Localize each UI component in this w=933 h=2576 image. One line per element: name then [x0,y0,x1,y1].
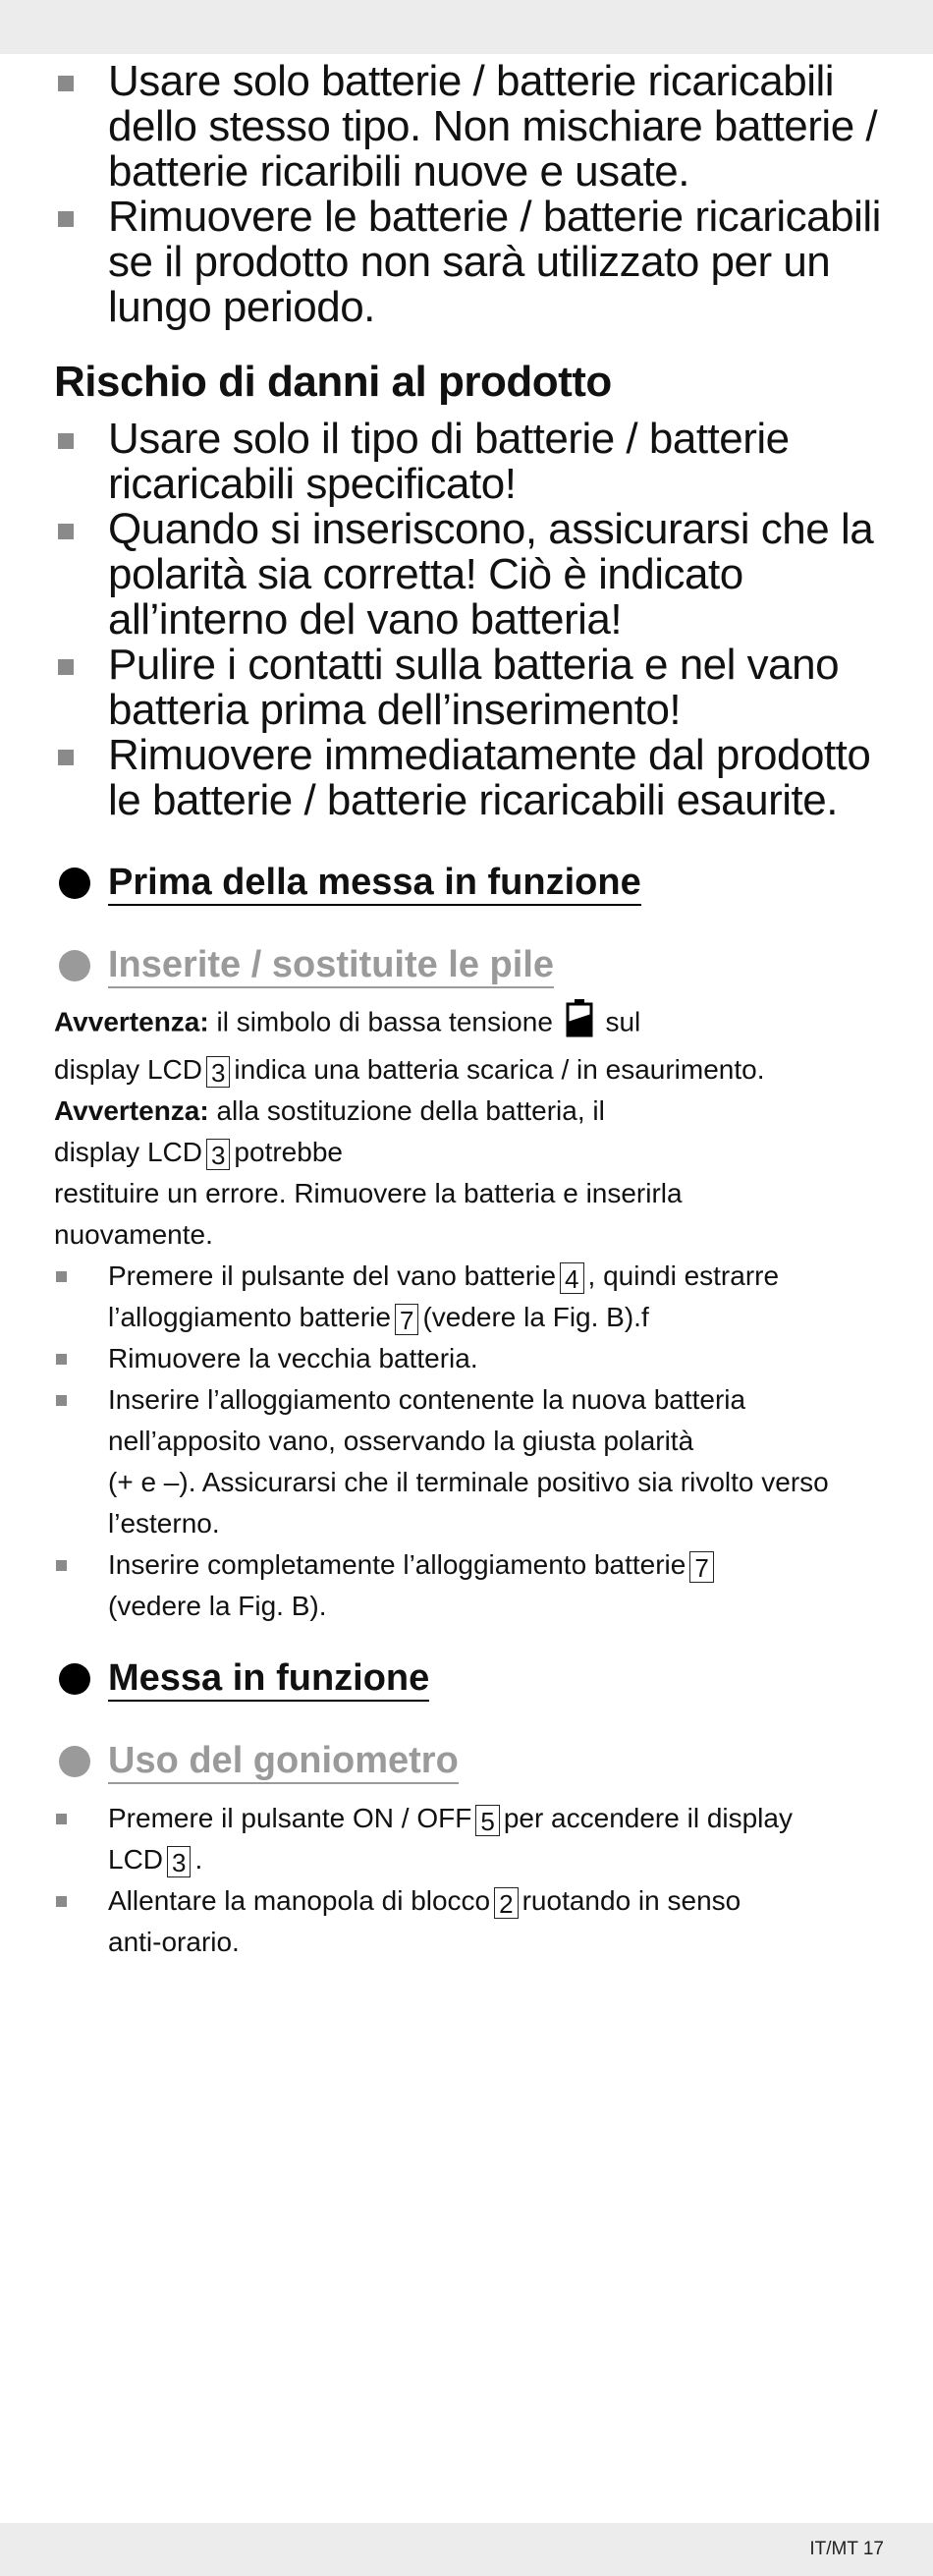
square-bullet-icon [56,1896,67,1907]
low-battery-icon [565,998,594,1049]
goniometer-steps-list [54,1798,884,1963]
risk-list [54,417,884,823]
list-item: Quando si inseriscono, assicurarsi che la polarità sia corretta! Ciò è indicato all’interno del vano batteria! [54,507,884,643]
reference-number: 7 [689,1551,713,1583]
page-content [54,59,884,1963]
battery-warnings [54,998,884,1256]
battery-safety-list [54,59,884,330]
heading-goniometer: Uso del goniometro [54,1739,884,1784]
page-number: IT/MT 17 [809,2539,884,2559]
reference-number: 4 [560,1262,583,1294]
heading-operation: Messa in funzione [54,1656,884,1702]
top-margin-band [0,0,933,54]
list-item: Inserire completamente l’alloggiamento batterie 7 (vedere la Fig. B). [54,1544,884,1627]
square-bullet-icon [56,1271,67,1282]
reference-number: 7 [395,1304,418,1335]
reference-number: 3 [167,1846,191,1877]
list-item: Premere il pulsante ON / OFF 5 per accendere il display LCD 3 . [54,1798,884,1880]
section-title-risk: Rischio di danni al prodotto [54,358,612,406]
warning-line: display LCD 3 indica una batteria scarica / in esaurimento. [54,1054,765,1088]
list-item: Rimuovere le batterie / batterie ricaricabili se il prodotto non sarà utilizzato per un lungo periodo. [54,195,884,330]
square-bullet-icon [58,433,74,449]
warning-line: Avvertenza: il simbolo di bassa tensione sul [54,998,884,1049]
list-item: Usare solo batterie / batterie ricaricabili dello stesso tipo. Non mischiare batterie / batterie ricaribili nuove e usate. [54,59,884,195]
reference-number: 2 [494,1887,518,1919]
square-bullet-icon [58,659,74,675]
list-item: Pulire i contatti sulla batteria e nel vano batteria prima dell’inserimento! [54,643,884,733]
circle-bullet-icon [59,868,90,899]
warning-line: Avvertenza: alla sostituzione della batteria, il [54,1095,605,1126]
battery-steps-list [54,1256,884,1627]
circle-bullet-icon [59,1663,90,1695]
heading-before-use: Prima della messa in funzione [54,861,884,906]
warning-line: nuovamente. [54,1219,213,1250]
list-item: Rimuovere la vecchia batteria. [54,1338,884,1379]
list-item: Allentare la manopola di blocco 2 ruotando in senso anti-orario. [54,1880,884,1963]
list-item: Premere il pulsante del vano batterie 4 , quindi estrarre l’alloggiamento batterie 7 (vedere la Fig. B).f [54,1256,884,1338]
heading-batteries: Inserite / sostituite le pile [54,943,884,988]
reference-number: 3 [206,1056,230,1088]
list-item: Inserire l’alloggiamento contenente la nuova batteria nell’apposito vano, osservando la giusta polarità (+ e –). Assicurarsi che il terminale positivo sia rivolto verso l’esterno. [54,1379,884,1544]
square-bullet-icon [58,750,74,765]
square-bullet-icon [56,1814,67,1824]
circle-bullet-icon [59,1746,90,1777]
warning-line: restituire un errore. Rimuovere la batteria e inserirla [54,1178,683,1208]
reference-number: 5 [475,1805,499,1836]
square-bullet-icon [58,524,74,539]
list-item: Usare solo il tipo di batterie / batterie ricaricabili specificato! [54,417,884,507]
bottom-margin-band [0,2523,933,2576]
warning-line: display LCD 3 potrebbe [54,1137,343,1170]
square-bullet-icon [56,1560,67,1571]
square-bullet-icon [58,76,74,91]
square-bullet-icon [56,1395,67,1406]
circle-bullet-icon [59,950,90,981]
square-bullet-icon [56,1354,67,1365]
square-bullet-icon [58,211,74,227]
list-item: Rimuovere immediatamente dal prodotto le batterie / batterie ricaricabili esaurite. [54,733,884,823]
reference-number: 3 [206,1139,230,1170]
